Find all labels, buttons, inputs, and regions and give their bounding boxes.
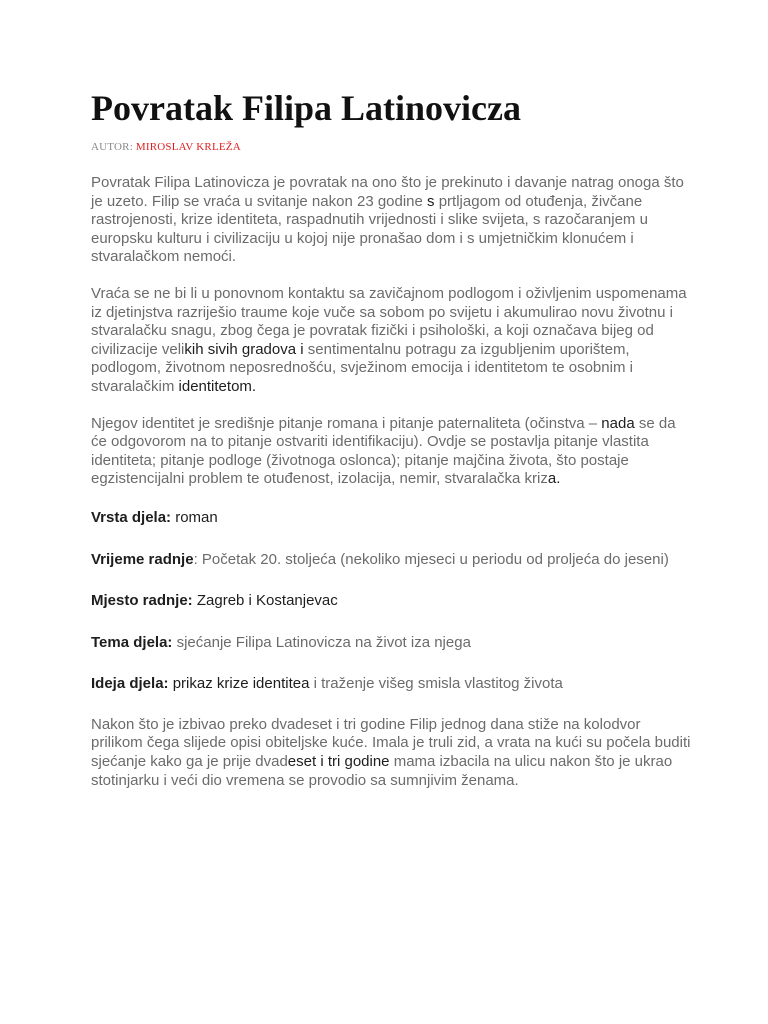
fact-value: Zagreb i Kostanjevac — [192, 592, 338, 610]
page-title: Povratak Filipa Latinovicza — [91, 88, 521, 128]
fact-value: sjećanje Filipa Latinovicza na život iza njega — [172, 633, 471, 651]
fact-label: Tema djela: — [91, 633, 173, 651]
paragraph-plot — [91, 716, 691, 790]
fact-label: Vrijeme radnje — [91, 550, 194, 568]
fact-genre — [91, 509, 691, 528]
text-run: kih sivih gradova i — [184, 340, 304, 358]
text-run: identitetom. — [178, 377, 257, 395]
author-name-link[interactable]: MIROSLAV KRLEŽA — [135, 141, 241, 153]
fact-value: : Početak 20. stoljeća (nekoliko mjeseci u periodu od proljeća do jeseni) — [193, 550, 669, 568]
fact-value: i traženje višeg smisla vlastitog života — [309, 675, 563, 693]
paragraph-identity — [91, 415, 691, 489]
text-run: prtljagom od otuđenja, živčane rastrojenosti, krize identiteta, raspadnutih vrijednosti i slike svijeta, s razočaranjem u europsku kulturu i civilizaciju u kojoj nije pronašao dom i s umjetničkim klonućem i stvaralačkom nemoći. — [91, 192, 648, 266]
text-run: nada — [601, 414, 635, 432]
text-run: sentimentalnu potragu za izgubljenim uporištem, podlogom, životnom neposrednošću, svježinom emocija i identitetom te osobnim i stvaralačkim — [91, 340, 633, 395]
fact-place — [91, 592, 691, 611]
fact-idea — [91, 675, 691, 694]
text-run: eset i tri godine — [287, 753, 390, 771]
text-run: Vraća se ne bi li u ponovnom kontaktu sa zavičajnom podlogom i oživljenim uspomenama iz djetinjstva razriješio traume koje vuče sa sobom po svijetu i akumulirao novu životnu i stvaralačku snagu, zbog čega je povratak fizički i psihološki, a koji označava bijeg od civilizacije veli — [91, 284, 687, 358]
fact-label: Ideja djela: — [91, 675, 169, 693]
text-run: se da će odgovorom na to pitanje ostvariti identifikaciju). Ovdje se postavlja pitanje vlastita identiteta; pitanje podloge (životnoga oslonca); pitanje majčina života, što postaje egzistencijalni problem te otuđenost, izolacija, nemir, stvaralačka kriz — [91, 414, 676, 488]
fact-theme — [91, 634, 691, 653]
text-run: a. — [547, 470, 561, 488]
text-run: Povratak Filipa Latinovicza je povratak na ono što je prekinuto i davanje natrag onoga što je uzeto. Filip se vraća u svitanje nakon 23 godine — [91, 174, 684, 210]
author-line — [91, 140, 691, 154]
document — [91, 88, 691, 790]
fact-label: Mjesto radnje: — [91, 592, 193, 610]
text-run: Njegov identitet je središnje pitanje romana i pitanje paternaliteta (očinstva – — [91, 414, 602, 432]
paragraph-return — [91, 285, 691, 397]
paragraph-intro — [91, 174, 691, 267]
text-run: s — [427, 192, 435, 210]
text-run: Nakon što je izbivao preko dvadeset i tri godine Filip jednog dana stiže na kolodvor prilikom čega slijede opisi obiteljske kuće. Imala je truli zid, a vrata na kući su počela buditi sjećanje kako ga je prije dvad — [91, 715, 691, 771]
text-run: mama izbacila na ulicu nakon što je ukrao stotinjarku i veći dio vremena se provodio sa sumnjivim ženama. — [91, 753, 673, 789]
fact-value: roman — [171, 508, 218, 526]
author-label: AUTOR: — [91, 141, 133, 153]
fact-value: prikaz krize identitea — [168, 675, 310, 693]
fact-time — [91, 551, 691, 570]
fact-label: Vrsta djela: — [91, 508, 172, 526]
